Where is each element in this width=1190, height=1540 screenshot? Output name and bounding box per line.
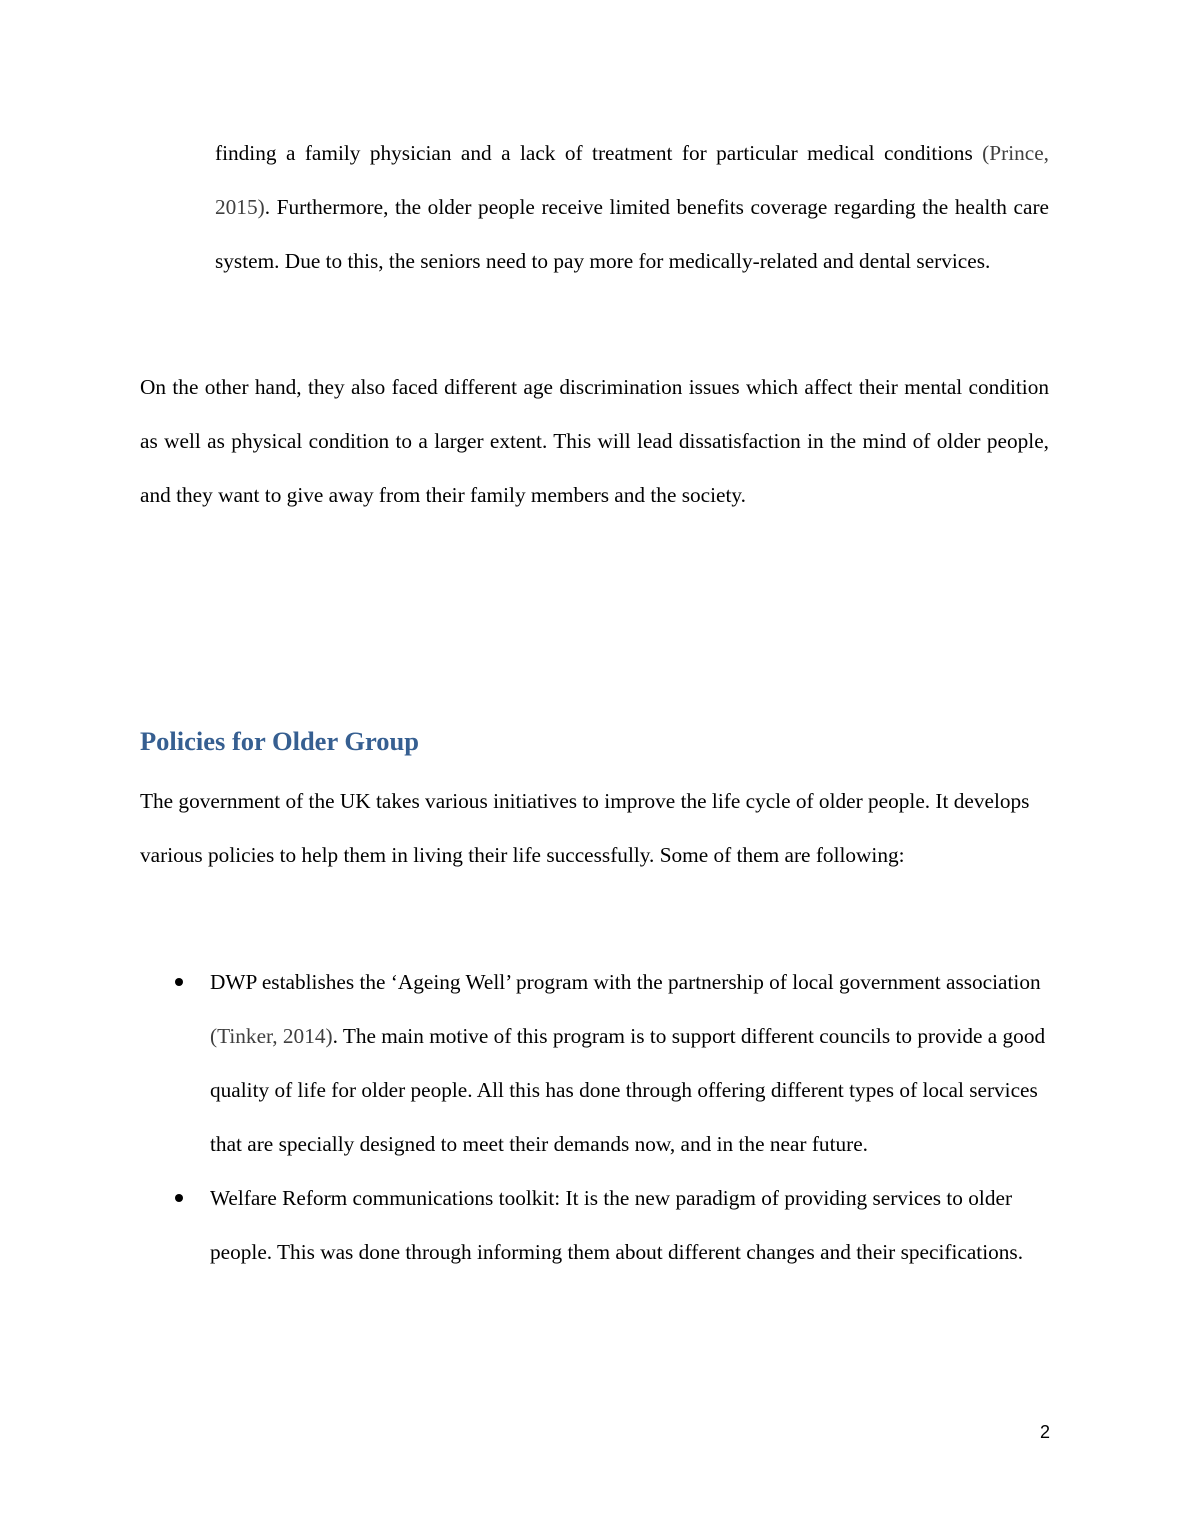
bullet-icon	[175, 978, 183, 986]
indented-paragraph	[215, 126, 1049, 288]
policy-bullet-list	[140, 955, 1049, 1279]
bullet-text-1a: DWP establishes the ‘Ageing Well’ program with the partnership of local government association	[210, 970, 1041, 994]
indented-paragraph-text-1: finding a family physician and a lack of treatment for particular medical conditions	[215, 141, 983, 165]
bullet-text-2: Welfare Reform communications toolkit: It is the new paradigm of providing services to older people. This was done through informing them about different changes and their specifications.	[210, 1186, 1024, 1264]
citation-tinker-2014: (Tinker, 2014)	[210, 1024, 333, 1048]
indented-paragraph-text-2: . Furthermore, the older people receive limited benefits coverage regarding the health care system. Due to this, the seniors need to pay more for medically-related and dental services.	[215, 195, 1049, 273]
citation-prince-2015: (Prince, 2015)	[215, 141, 1049, 219]
list-item	[140, 955, 1049, 1171]
list-item	[140, 1171, 1049, 1279]
page-number: 2	[1039, 1422, 1050, 1442]
section-intro-paragraph: The government of the UK takes various initiatives to improve the life cycle of older people. It develops various policies to help them in living their life successfully. Some of them are following:	[140, 789, 1030, 867]
bullet-icon	[175, 1194, 183, 1202]
section-heading: Policies for Older Group	[140, 726, 419, 756]
bullet-text-1b: . The main motive of this program is to support different councils to provide a good quality of life for older people. All this has done through offering different types of local services that are specially designed to meet their demands now, and in the near future.	[210, 1024, 1046, 1156]
body-paragraph-discrimination: On the other hand, they also faced different age discrimination issues which affect their mental condition as well as physical condition to a larger extent. This will lead dissatisfaction in the mind of older people, and they want to give away from their family members and the society.	[140, 375, 1049, 507]
